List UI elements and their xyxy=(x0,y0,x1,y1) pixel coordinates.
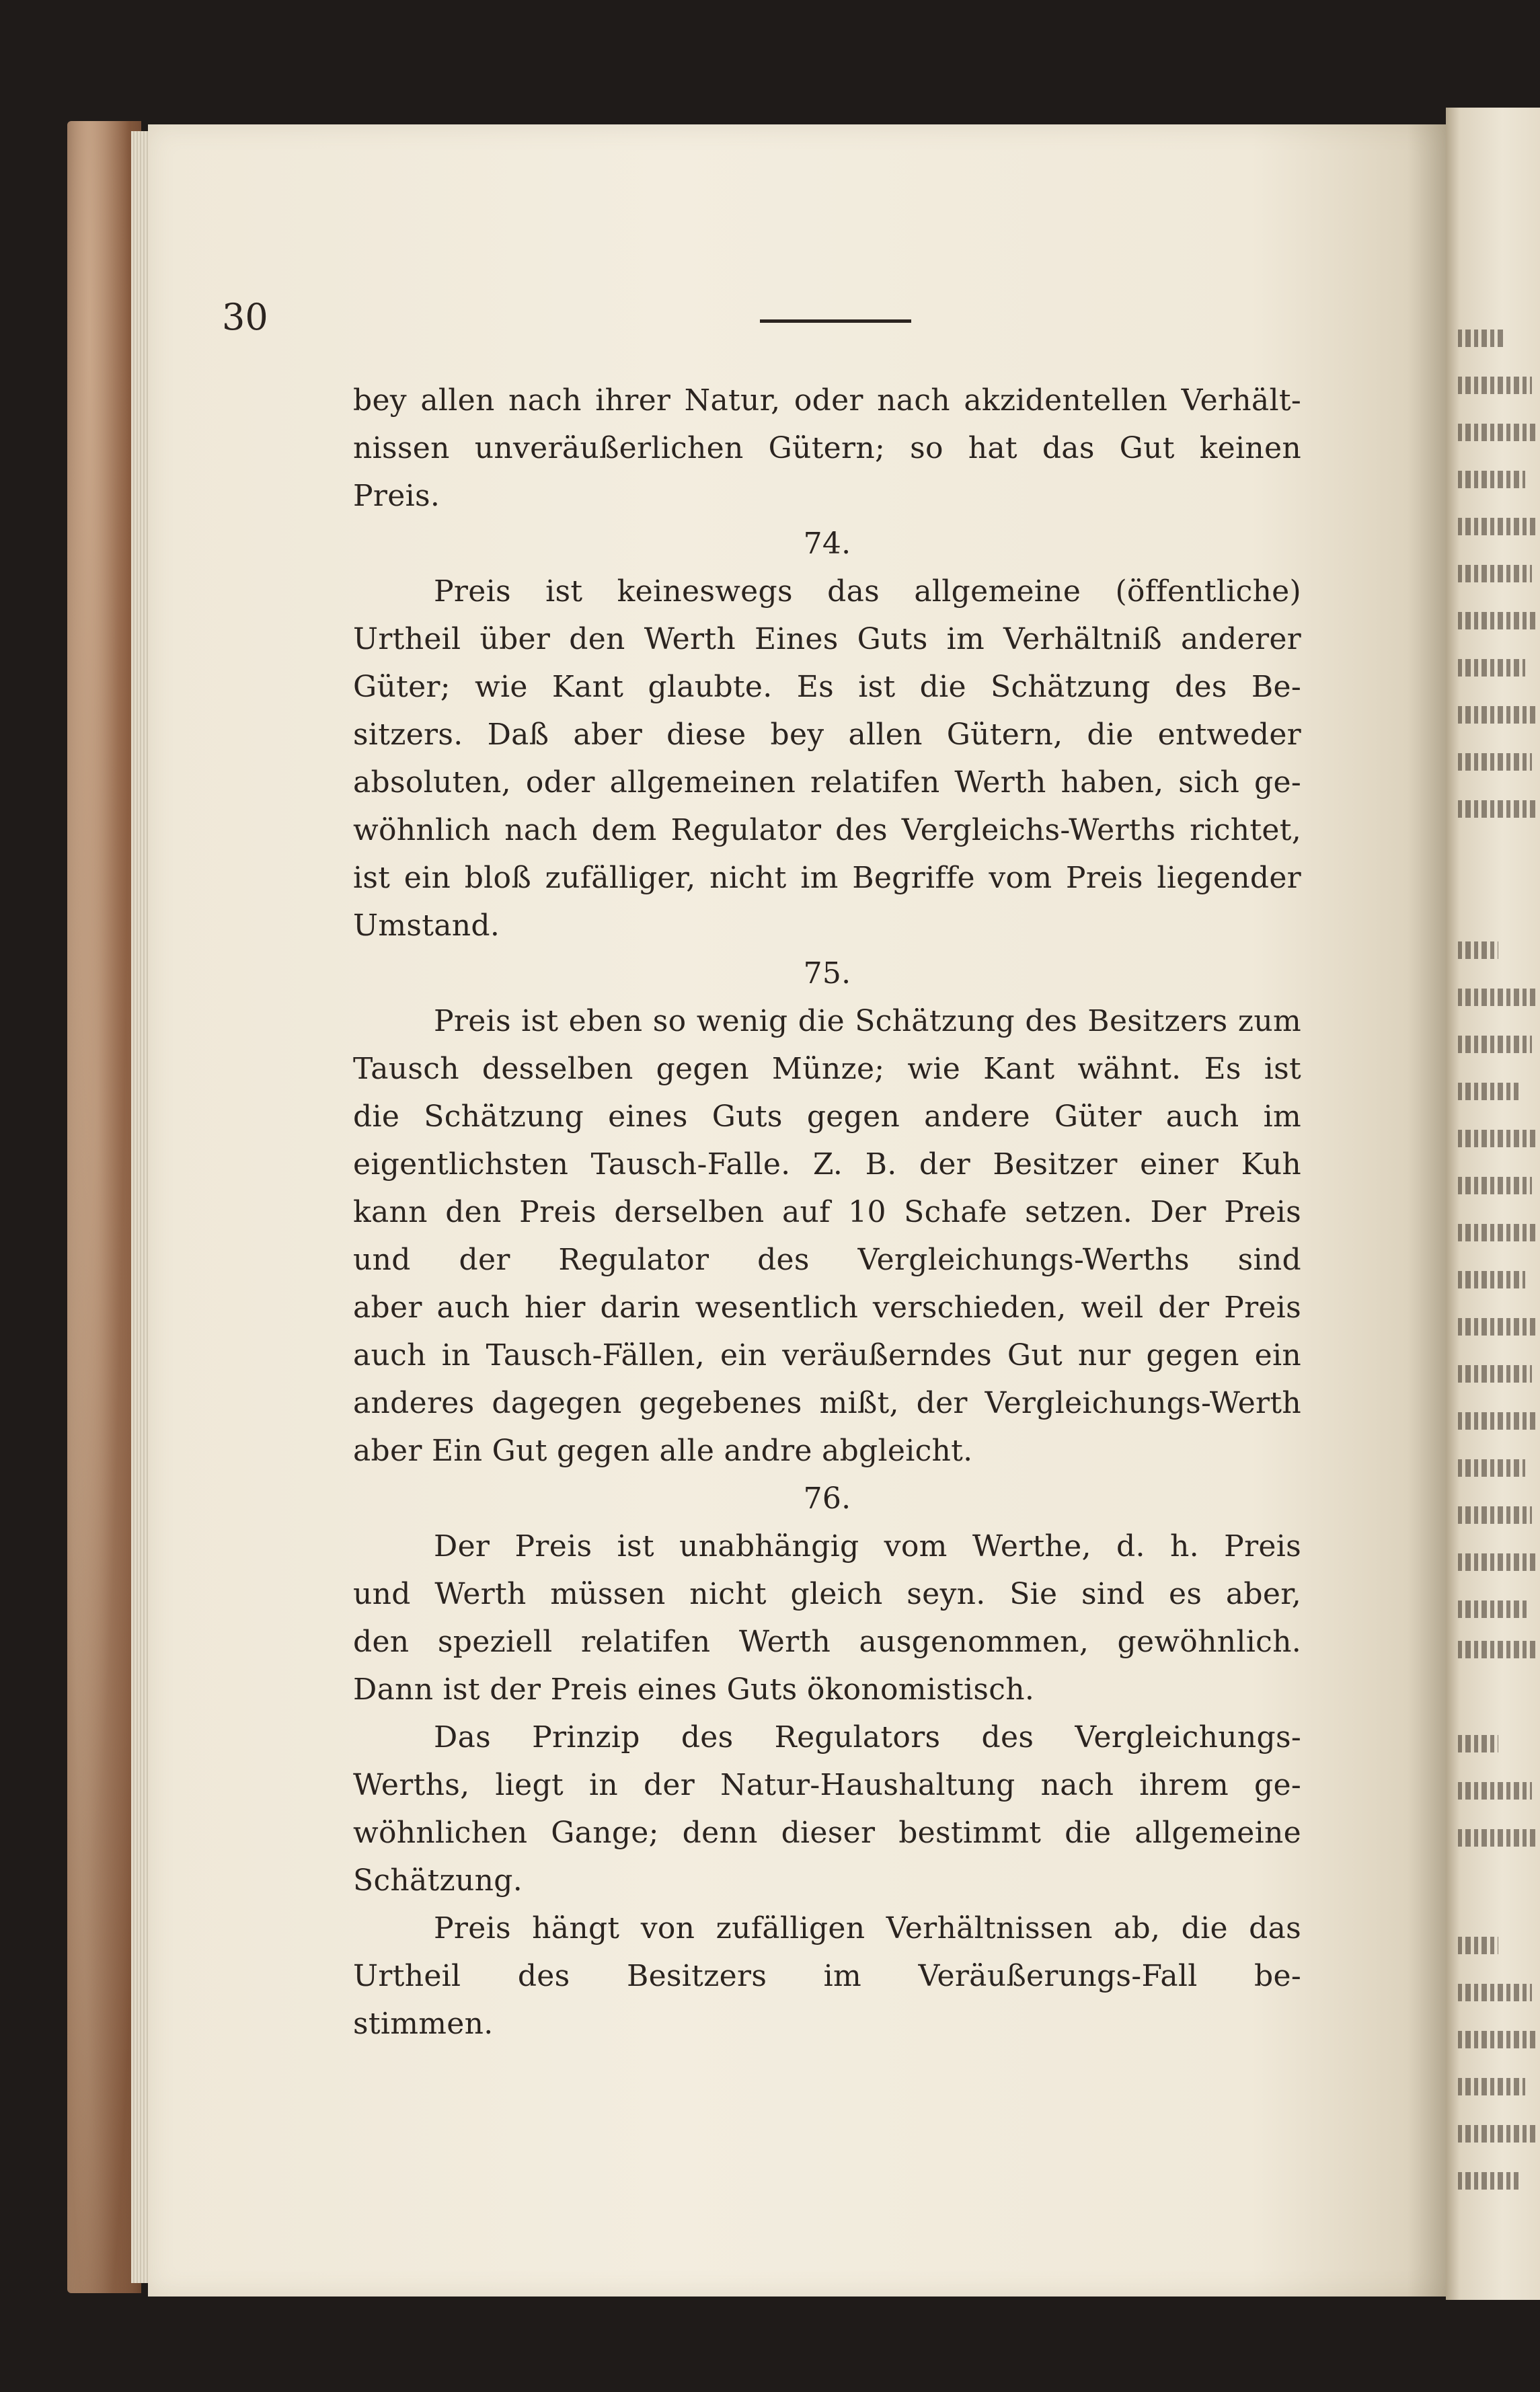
facing-text-line xyxy=(1458,1553,1535,1571)
text-line: Urtheil über den Werth Eines Guts im Verhältniß anderer xyxy=(353,622,1301,656)
facing-text-line xyxy=(1458,1271,1525,1288)
text-line: und Werth müssen nicht gleich seyn. Sie sind es aber, xyxy=(353,1577,1301,1611)
facing-page xyxy=(1446,108,1540,2300)
facing-text-line xyxy=(1458,659,1525,677)
text-line: Schätzung. xyxy=(353,1863,523,1898)
text-line: nissen unveräußerlichen Gütern; so hat das Gut keinen xyxy=(353,431,1301,465)
text-line: Werths, liegt in der Natur-Haushaltung nach ihrem ge- xyxy=(353,1768,1301,1802)
section-number: 75. xyxy=(803,956,851,991)
text-line: Der Preis ist unabhängig vom Werthe, d. h. Preis xyxy=(434,1529,1301,1564)
facing-text-line xyxy=(1458,1782,1532,1800)
text-line: ist ein bloß zufälliger, nicht im Begriffe vom Preis liegender xyxy=(353,861,1301,895)
text-line: wöhnlich nach dem Regulator des Vergleichs-Werths richtet, xyxy=(353,813,1301,847)
facing-text-line xyxy=(1458,1600,1529,1618)
facing-text-line xyxy=(1458,1984,1532,2001)
text-line: Preis hängt von zufälligen Verhältnissen ab, die das xyxy=(434,1911,1301,1945)
facing-text-line xyxy=(1458,753,1532,771)
facing-text-line xyxy=(1458,706,1535,724)
text-line: Das Prinzip des Regulators des Vergleichungs- xyxy=(434,1720,1301,1754)
facing-text-line xyxy=(1458,518,1535,535)
text-line: Preis ist eben so wenig die Schätzung des Besitzers zum xyxy=(434,1004,1301,1038)
text-line: aber auch hier darin wesentlich verschieden, weil der Preis xyxy=(353,1290,1301,1325)
text-line: Preis. xyxy=(353,479,440,513)
section-number: 76. xyxy=(803,1481,851,1516)
page-body xyxy=(353,377,1301,2048)
facing-text-line xyxy=(1458,2078,1525,2095)
facing-text-line xyxy=(1458,1224,1535,1241)
page-number: 30 xyxy=(222,296,268,338)
marbled-cover xyxy=(67,121,141,2293)
text-line: Dann ist der Preis eines Guts ökonomistisch. xyxy=(353,1672,1035,1707)
facing-text-line xyxy=(1458,2125,1535,2143)
facing-text-line xyxy=(1458,1829,1535,1847)
text-line: anderes dagegen gegebenes mißt, der Vergleichungs-Werth xyxy=(353,1386,1301,1420)
facing-text-line xyxy=(1458,1036,1532,1053)
facing-text-line xyxy=(1458,2031,1535,2048)
facing-text-line xyxy=(1458,800,1535,818)
facing-text-line xyxy=(1458,989,1535,1006)
facing-text-line xyxy=(1458,565,1532,582)
text-line: eigentlichsten Tausch-Falle. Z. B. der Besitzer einer Kuh xyxy=(353,1147,1301,1182)
facing-text-line xyxy=(1458,612,1535,629)
text-line: wöhnlichen Gange; denn dieser bestimmt die allgemeine xyxy=(353,1816,1301,1850)
facing-text-line xyxy=(1458,1641,1535,1658)
facing-text-line xyxy=(1458,1937,1498,1954)
text-line: stimmen. xyxy=(353,2007,494,2041)
facing-text-line xyxy=(1458,1318,1535,1336)
facing-text-line xyxy=(1458,2172,1518,2190)
facing-text-line xyxy=(1458,1735,1498,1752)
facing-text-line xyxy=(1458,1083,1518,1100)
section-number: 74. xyxy=(803,527,851,561)
facing-text-line xyxy=(1458,1130,1535,1147)
text-line: kann den Preis derselben auf 10 Schafe setzen. Der Preis xyxy=(353,1195,1301,1229)
text-line: auch in Tausch-Fällen, ein veräußerndes Gut nur gegen ein xyxy=(353,1338,1301,1373)
text-line: die Schätzung eines Guts gegen andere Güter auch im xyxy=(353,1099,1301,1134)
text-line: Urtheil des Besitzers im Veräußerungs-Fall be- xyxy=(353,1959,1301,1993)
text-line: Tausch desselben gegen Münze; wie Kant wähnt. Es ist xyxy=(353,1052,1301,1086)
text-line: absoluten, oder allgemeinen relatifen Werth haben, sich ge- xyxy=(353,765,1301,800)
text-line: und der Regulator des Vergleichungs-Werths sind xyxy=(353,1243,1301,1277)
facing-text-line xyxy=(1458,471,1525,488)
header-rule xyxy=(760,319,911,323)
facing-text-line xyxy=(1458,1506,1532,1524)
text-line: sitzers. Daß aber diese bey allen Gütern, die entweder xyxy=(353,718,1301,752)
facing-text-line xyxy=(1458,1459,1525,1477)
text-line: aber Ein Gut gegen alle andre abgleicht. xyxy=(353,1434,973,1468)
facing-text-line xyxy=(1458,941,1498,959)
text-line: Umstand. xyxy=(353,909,500,943)
facing-text-line xyxy=(1458,377,1532,394)
text-line: Güter; wie Kant glaubte. Es ist die Schätzung des Be- xyxy=(353,670,1301,704)
facing-text-line xyxy=(1458,330,1505,347)
facing-text-line xyxy=(1458,1177,1532,1194)
text-line: bey allen nach ihrer Natur, oder nach akzidentellen Verhält- xyxy=(353,383,1301,418)
facing-text-line xyxy=(1458,1365,1532,1383)
text-line: Preis ist keineswegs das allgemeine (öffentliche) xyxy=(434,574,1301,609)
facing-text-line xyxy=(1458,1412,1535,1430)
text-line: den speziell relatifen Werth ausgenommen, gewöhnlich. xyxy=(353,1625,1301,1659)
facing-text-line xyxy=(1458,424,1535,441)
